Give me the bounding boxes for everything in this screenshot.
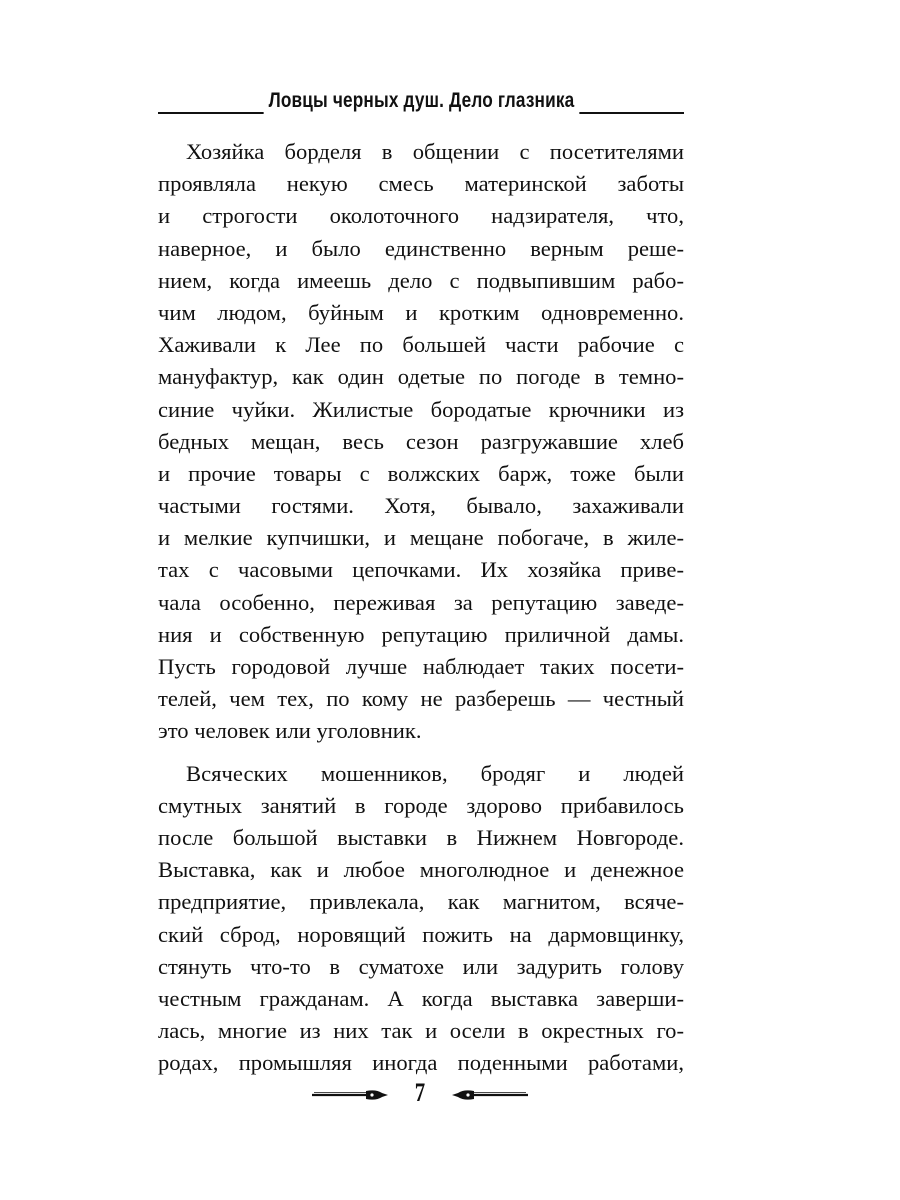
book-title: Ловцы черных душ. Дело глазника (263, 88, 579, 114)
text-line: и строгости околоточного надзирателя, что, (158, 203, 684, 229)
paragraph-1 (158, 136, 684, 748)
text-line: мануфактур, как один одетые по погоде в темно- (158, 364, 684, 390)
text-line: Хозяйка борделя в общении с посетителями (186, 139, 684, 164)
page-body (158, 136, 684, 1079)
text-line: Хаживали к Лее по большей части рабочие с (158, 332, 684, 358)
text-line: Всяческих мошенников, бродяг и людей (186, 760, 684, 786)
text-line: предприятие, привлекала, как магнитом, всяче- (158, 889, 684, 915)
paragraph-gap (158, 748, 684, 758)
text-line: после большой выставки в Нижнем Новгороде. (158, 824, 684, 850)
text-line: и мелкие купчишки, и мещане побогаче, в жиле- (158, 525, 684, 551)
page-number: 7 (414, 1078, 426, 1107)
paragraph-2 (158, 758, 684, 1080)
text-line: стянуть что-то в суматохе или задурить голову (158, 953, 684, 979)
text-line: нием, когда имеешь дело с подвыпившим рабо- (158, 267, 684, 293)
text-line: проявляла некую смесь материнской заботы (158, 171, 684, 197)
text-line: Выставка, как и любое многолюдное и денежное (158, 857, 684, 883)
header-title-wrap (158, 86, 684, 112)
running-header (158, 86, 684, 114)
text-line: лась, многие из них так и осели в окрестных го- (158, 1018, 684, 1044)
page-footer (310, 1078, 530, 1112)
text-line: смутных занятий в городе здорово прибавилось (158, 792, 684, 818)
text-line: родах, промышляя иногда поденными работами, (158, 1050, 684, 1076)
text-line: ский сброд, норовящий пожить на дармовщинку, (158, 921, 684, 947)
text-line: тах с часовыми цепочками. Их хозяйка приве- (158, 557, 684, 583)
text-line: синие чуйки. Жилистые бородатые крючники из (158, 396, 684, 422)
text-line: чала особенно, переживая за репутацию заведе- (158, 589, 684, 615)
text-line: и прочие товары с волжских барж, тоже были (158, 460, 684, 486)
text-line: ния и собственную репутацию приличной дамы. (158, 621, 684, 647)
text-line: телей, чем тех, по кому не разберешь — честный (158, 686, 684, 712)
text-line: бедных мещан, весь сезон разгружавшие хлеб (158, 428, 684, 454)
pointing-hand-left-icon (450, 1086, 530, 1104)
text-line: Пусть городовой лучше наблюдает таких посети- (158, 654, 684, 679)
text-line: наверное, и было единственно верным реше- (158, 235, 684, 261)
text-line: частыми гостями. Хотя, бывало, захаживали (158, 493, 684, 519)
text-line: честным гражданам. А когда выставка заверши- (158, 985, 684, 1011)
text-line: это человек или уголовник. (158, 718, 422, 744)
text-line: чим людом, буйным и кротким одновременно. (158, 299, 684, 325)
